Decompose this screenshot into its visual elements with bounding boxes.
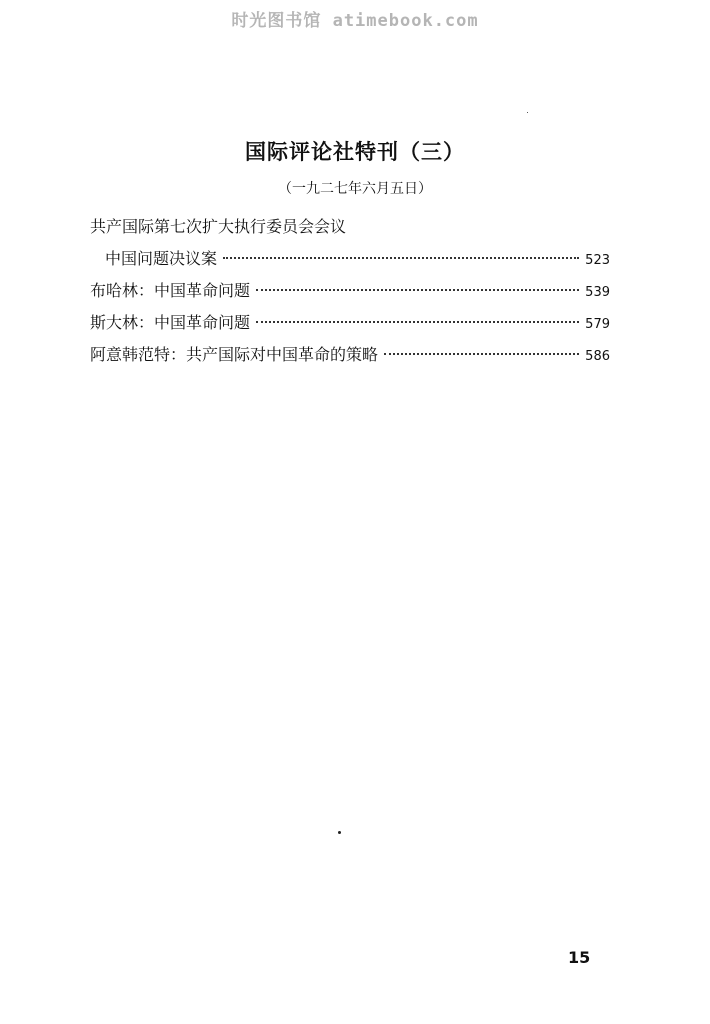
- toc-entry-title: 中国问题决议案: [105, 249, 218, 268]
- table-of-contents: [90, 214, 610, 374]
- toc-entry-title: 阿意韩范特：共产国际对中国革命的策略: [90, 345, 379, 364]
- toc-entry-page: 586: [585, 349, 610, 364]
- toc-entry[interactable]: [90, 278, 610, 310]
- publication-date: （一九二七年六月五日）: [278, 181, 432, 197]
- scan-speck: [527, 112, 528, 113]
- toc-entry-page: 579: [585, 317, 610, 332]
- toc-entry[interactable]: [90, 246, 610, 278]
- page-number: 15: [568, 948, 591, 967]
- dot-leader: [256, 321, 579, 323]
- toc-entry[interactable]: [90, 310, 610, 342]
- scan-speck: [338, 831, 341, 834]
- dot-leader: [223, 257, 579, 259]
- toc-entry[interactable]: [90, 342, 610, 374]
- toc-entry-title: 斯大林：中国革命问题: [90, 313, 251, 332]
- dot-leader: [384, 353, 579, 355]
- dot-leader: [256, 289, 579, 291]
- toc-entry-title: 布哈林：中国革命问题: [90, 281, 251, 300]
- toc-heading: 共产国际第七次扩大执行委员会会议: [90, 217, 347, 236]
- toc-entry-page: 539: [585, 285, 610, 300]
- page-title: 国际评论社特刊（三）: [245, 140, 465, 164]
- watermark: 时光图书馆 atimebook.com: [231, 11, 479, 31]
- toc-entry-page: 523: [585, 253, 610, 268]
